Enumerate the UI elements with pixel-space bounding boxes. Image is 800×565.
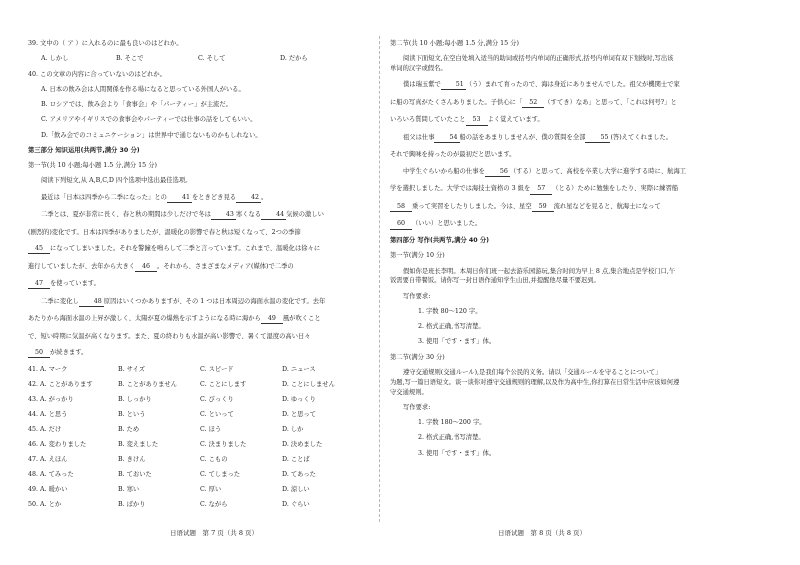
passage-line-5	[28, 262, 368, 272]
blank-55: 55	[585, 133, 610, 143]
blank-49: 49	[261, 314, 283, 324]
page-8	[380, 0, 800, 565]
passage-line-10	[28, 348, 368, 358]
passage-text: と思って、高校を卒業し大学に進学する時に、航海工	[535, 167, 687, 175]
writing-2-prompt-line-2: 为题,写一篇日语短文。谈一谈你对遵守交通规则的理解,以及作为高中生,你打算在日常生活中应该如何遵	[390, 378, 680, 386]
blank-43: 43	[211, 210, 236, 220]
choice-a: 43. A. がっかり	[28, 395, 74, 403]
part3-heading: 第三部分 知识运用(共两节,满分 30 分)	[28, 146, 140, 154]
passage-text: 祖父は仕事	[403, 133, 435, 141]
choice-a: 45. A. だけ	[28, 425, 62, 433]
writing-2-prompt-line-3: 守交通规则。	[390, 388, 428, 396]
blank-50: 50	[28, 348, 50, 358]
choice-d: D. ゆっくり	[282, 395, 316, 403]
choice-c: C. びっくり	[200, 395, 234, 403]
passage-text: 流れ星などを見ると、航海士になって	[553, 202, 661, 210]
passage-text: いろいろ質問していたこと	[390, 116, 466, 124]
passage-line-9	[28, 332, 368, 341]
passage-text: をときどき見る	[191, 193, 237, 201]
writing-2-prompt-line-1: 遵守交通规则(交通ルール),是我们每个公民的义务。请以「交通ルールを守ることについて」	[403, 368, 662, 376]
choice-table	[28, 366, 368, 509]
passage-text: と思いました。	[437, 220, 482, 228]
writing-1-requirement-2: 2. 格式正确,书写清楚。	[418, 323, 485, 331]
blank-54: 54	[434, 133, 459, 143]
passage-text: になってしまいました。それを警鐘を鳴らして二季と言っています。これまで、温暖化は徐々に	[50, 245, 321, 253]
fill-line-3	[390, 115, 782, 125]
passage-text: 進行していましたが、去年から大きく	[28, 262, 136, 270]
choice-b: B. ておいた	[118, 470, 152, 478]
choice-a: 50. A. とか	[28, 501, 62, 509]
choice-c: C. スピード	[200, 365, 234, 373]
choice-b: B. ため	[118, 425, 140, 433]
q39-option-b: B. そこで	[116, 55, 144, 63]
fill-line-7	[390, 184, 782, 194]
page-7	[0, 0, 380, 565]
q39-option-c: C. そして	[198, 55, 226, 63]
choice-d: D. ことば	[282, 455, 310, 463]
passage-text: が続きます。	[50, 349, 88, 357]
page-7-footer: 日语试题 第 7 页（共 8 页）	[170, 529, 259, 537]
passage-text: えてくれました。	[621, 133, 673, 141]
fill-line-1	[390, 80, 782, 90]
choice-a: 47. A. えほん	[28, 455, 68, 463]
hint-52: （すてき）なあ」と思って、「これは何号?」と	[544, 98, 677, 106]
q39-option-a: A. しかし	[41, 55, 69, 63]
choice-row-48	[28, 471, 368, 479]
choice-d: D. ぐらい	[282, 501, 310, 509]
writing-1-heading: 第一节(满分 10 分)	[390, 252, 445, 260]
blank-58: 58	[390, 202, 412, 212]
choice-b: B. という	[118, 410, 146, 418]
writing-2-requirement-1: 1. 字数 180～200 字。	[418, 419, 486, 427]
passage-text: 二季に変化し	[41, 297, 79, 305]
hint-51: （う）	[465, 81, 485, 89]
writing-1-prompt-line-2: 饭需要自带餐饭。请你写一封日语作通知学生山田,并提醒他尽量不要迟到。	[390, 277, 600, 285]
passage-text: それで興味を持ったのが最初だと思います。	[390, 151, 516, 159]
fill-line-5	[390, 150, 782, 159]
choice-row-41	[28, 366, 368, 374]
blank-56: 56	[485, 167, 510, 177]
section1-instruction: 阅读下列短文,从 A,B,C,D 四个选项中选出最佳选项。	[41, 177, 192, 185]
passage-text: 。それから、さまざまなメディア(媒体)で二季の	[157, 262, 294, 270]
passage-text: 学を選択しました。大学では海技士資格の 3 級を	[390, 185, 531, 193]
choice-c: C. ながら	[200, 501, 228, 509]
writing-2-requirement-3: 3. 使用「です・ます」体。	[418, 449, 496, 457]
blank-42: 42	[236, 193, 261, 203]
choice-row-49	[28, 486, 368, 494]
choice-row-42	[28, 381, 368, 389]
passage-line-6	[28, 279, 368, 289]
passage-text: よく覚えています。	[487, 116, 544, 124]
blank-53: 53	[466, 115, 488, 125]
fill-passage	[390, 80, 782, 229]
passage-text: 二季とは、夏が非常に長く、春と秋の期間は少しだけで冬は	[41, 211, 211, 219]
choice-b: B. サイズ	[118, 365, 146, 373]
q40-stem: 40. この文章の内容に合っていないのはどれか。	[28, 70, 166, 78]
choice-b: B. ばかり	[118, 501, 146, 509]
q40-option-a: A. 日本の飲み会は人間関係を作る場になると思っている外国人がいる。	[41, 85, 245, 93]
blank-44: 44	[261, 210, 286, 220]
passage-text: 気候の激しい	[286, 211, 324, 219]
passage-text: あたりから海面水温の上昇が激しく、太陽が夏の爆熱を示すようになる時に海から	[28, 315, 261, 323]
choice-c: C. こもの	[200, 455, 228, 463]
blank-41: 41	[167, 193, 192, 203]
choice-row-44	[28, 411, 368, 419]
writing-2-requirement-2: 2. 格式正确,书写清楚。	[418, 434, 485, 442]
choice-c: C. といって	[200, 410, 234, 418]
choice-b: B. ことがありません	[118, 380, 178, 388]
choice-b: B. しっかり	[118, 395, 152, 403]
choice-d: D. しか	[282, 425, 304, 433]
fill-line-6	[390, 167, 782, 177]
writing-2-heading: 第二节(满分 30 分)	[390, 353, 445, 361]
choice-d: D. と思って	[282, 410, 317, 418]
passage-text: 寒くなる	[235, 211, 262, 219]
passage-text: 僕は瑞玉紫で	[403, 81, 441, 89]
choice-c: C. てしまった	[200, 470, 241, 478]
q40-option-c: C. アメリアやイギリスでの食事会やパーティーでは仕事の話をしてもいい。	[41, 116, 257, 124]
passage-text: 中学生ぐらいから船の仕事を	[403, 167, 485, 175]
section2-heading: 第二节(共 10 小题;每小题 1.5 分,满分 15 分)	[390, 40, 519, 47]
passage-line-3	[28, 228, 368, 237]
passage-text: 乗って実習をしたりしました。今は、星空	[412, 202, 532, 210]
writing-1-requirement-1: 1. 字数 80～120 字。	[418, 307, 482, 315]
passage-text: まれて育ったので、海は身近にありませんでした。祖父が機関士で家	[484, 81, 680, 89]
blank-52: 52	[522, 98, 544, 108]
page-8-footer: 日语试题 第 8 页（共 8 页）	[498, 529, 587, 537]
passage-text: で、短い時期に気温が高くなります。また、夏の終わりも水温が高い影響で、暑くて湿度の高い日々	[28, 332, 311, 340]
writing-1-requirements-label: 写作要求:	[403, 292, 431, 300]
passage-text: 風が吹くこと	[282, 315, 321, 323]
passage-line-4	[28, 244, 368, 254]
fill-line-2	[390, 98, 782, 108]
part4-heading: 第四部分 写作(共两节,满分 40 分)	[390, 237, 490, 244]
choice-c: C. ほう	[200, 425, 222, 433]
writing-1-requirement-3: 3. 使用「です・ます」体。	[418, 338, 496, 346]
blank-60: 60	[390, 219, 412, 229]
choice-d: D. ニュース	[282, 365, 316, 373]
choice-row-50	[28, 501, 368, 509]
blank-46: 46	[135, 262, 157, 272]
blank-45: 45	[28, 244, 50, 254]
choice-a: 48. A. てみった	[28, 470, 74, 478]
choice-a: 42. A. ことがあります	[28, 380, 93, 388]
choice-a: 41. A. マーク	[28, 365, 68, 373]
page-8-content	[390, 40, 782, 465]
passage-text: (剧烈的)変化です。日本は四季がありましたが、温暖化の影響で春と秋は短くなって、2つの季節	[28, 228, 301, 236]
hint-57: （とる）	[552, 185, 578, 193]
passage-text: 原因はいくつかありますが、その 1 つは日本周辺の海面水温の変化です。去年	[103, 297, 326, 305]
hint-55: (答)	[610, 133, 622, 141]
q39-stem: 39. 文中の（ ア ）に入れるのに最も良いのはどれか。	[28, 40, 183, 47]
choice-row-47	[28, 456, 368, 464]
fill-line-4	[390, 133, 782, 143]
q39-option-d: D. だから	[280, 55, 308, 63]
choice-b: B. 変えました	[118, 440, 159, 448]
choice-b: B. きけん	[118, 455, 146, 463]
choice-row-46	[28, 441, 368, 449]
passage-line-1	[28, 193, 368, 203]
passage-text: 。	[261, 193, 268, 201]
choice-d: D. 涼しい	[282, 486, 310, 494]
passage-line-7	[28, 297, 368, 307]
blank-57: 57	[530, 184, 552, 194]
blank-51: 51	[441, 80, 466, 90]
choice-row-45	[28, 426, 368, 434]
blank-47: 47	[28, 279, 50, 289]
fill-line-9	[390, 219, 782, 229]
section2-instruction-line-2: 单词的汉字或假名。	[390, 65, 447, 73]
choice-row-43	[28, 396, 368, 404]
hint-56: （する）	[509, 167, 536, 175]
blank-59: 59	[532, 202, 554, 212]
q40-option-b: B. ロシアでは、飲み会より「食事会」や「パーティー」が主流だ。	[41, 101, 232, 108]
choice-d: D. てあった	[282, 470, 316, 478]
passage-text: を使っています。	[50, 280, 100, 288]
section1-heading: 第一节(共 10 小题;每小题 1.5 分,满分 15 分)	[28, 162, 157, 169]
passage-text: 船の話をあまりしませんが、僕の質問を全部	[459, 133, 586, 141]
blank-48: 48	[79, 297, 104, 307]
choice-d: D. 決めました	[282, 440, 323, 448]
choice-b: B. 寒い	[118, 486, 140, 494]
hint-60: （いい）	[412, 220, 438, 228]
passage-text: に船の写真がたくさんありました。子供心に「	[390, 98, 523, 106]
writing-2-requirements-label: 写作要求:	[403, 403, 431, 411]
passage-line-2	[28, 210, 368, 220]
choice-a: 49. A. 暖かい	[28, 486, 68, 494]
choice-a: 44. A. と思う	[28, 410, 68, 418]
choice-c: C. 決まりました	[200, 440, 247, 448]
choice-d: D. ことにしません	[282, 380, 335, 388]
cloze-passage	[28, 193, 368, 359]
choice-a: 46. A. 変わりました	[28, 440, 87, 448]
passage-text: ために勉強をしたり、実際に練習船	[577, 185, 679, 193]
q39-options	[28, 55, 368, 63]
q40-option-d: D.「飲み会でのコミュニケーション」は世界中で通じないものかもしれない。	[41, 131, 262, 139]
writing-1-prompt-line-1: 假如你是班长李明。本周日你们班一起去游乐园游玩,集合时间为早上 8 点,集合地点是学校门口,午	[403, 267, 676, 275]
fill-line-8	[390, 202, 782, 212]
page-7-content	[28, 40, 368, 516]
choice-c: C. ことにします	[200, 380, 247, 388]
passage-text: 最近は「日本は四季から二季になった」との	[41, 193, 167, 201]
passage-line-8	[28, 314, 368, 324]
choice-c: C. 厚い	[200, 486, 222, 494]
section2-instruction-line-1: 阅读下面短文,在空白处填入适当的助词或括号内单词的正确形式,括号内单词有双下划线时,写出该	[403, 55, 674, 63]
